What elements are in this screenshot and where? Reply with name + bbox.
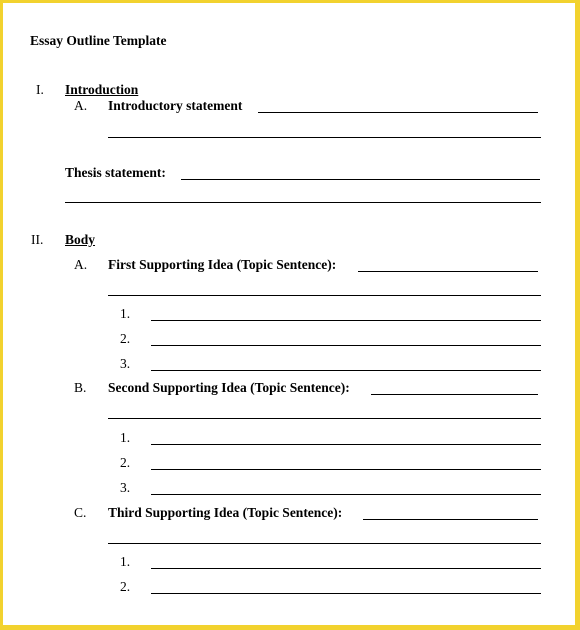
intro-item-letter: A. [74, 98, 88, 113]
idea-letter-b: B. [74, 380, 87, 395]
intro-statement-blank-2 [108, 137, 541, 138]
idea-label-a: First Supporting Idea (Topic Sentence): [108, 257, 337, 272]
idea-blank-a-2 [108, 295, 541, 296]
point-b-2-blank [151, 469, 541, 470]
point-a-1-blank [151, 320, 541, 321]
section-heading-intro: Introduction [65, 82, 139, 97]
point-b-3: 3. [120, 480, 131, 495]
point-c-1-blank [151, 568, 541, 569]
section-numeral-body: II. [31, 232, 44, 247]
idea-label-b: Second Supporting Idea (Topic Sentence): [108, 380, 350, 395]
document-title: Essay Outline Template [30, 33, 167, 48]
thesis-blank [181, 179, 540, 180]
idea-letter-c: C. [74, 505, 87, 520]
point-b-1: 1. [120, 430, 131, 445]
section-heading-body: Body [65, 232, 96, 247]
point-c-1: 1. [120, 554, 131, 569]
intro-statement-blank [258, 112, 538, 113]
point-c-2-blank [151, 593, 541, 594]
document-page [3, 3, 575, 625]
point-a-3: 3. [120, 356, 131, 371]
point-b-3-blank [151, 494, 541, 495]
idea-label-c: Third Supporting Idea (Topic Sentence): [108, 505, 343, 520]
thesis-label: Thesis statement: [65, 165, 166, 180]
point-a-3-blank [151, 370, 541, 371]
idea-blank-c-2 [108, 543, 541, 544]
point-a-2: 2. [120, 331, 131, 346]
idea-letter-a: A. [74, 257, 88, 272]
section-numeral-intro: I. [36, 82, 44, 97]
point-b-2: 2. [120, 455, 131, 470]
thesis-blank-2 [65, 202, 541, 203]
point-a-2-blank [151, 345, 541, 346]
intro-statement-label: Introductory statement [108, 98, 243, 113]
point-a-1: 1. [120, 306, 131, 321]
idea-blank-b-2 [108, 418, 541, 419]
point-b-1-blank [151, 444, 541, 445]
point-c-2: 2. [120, 579, 131, 594]
idea-blank-b [371, 394, 538, 395]
idea-blank-c [363, 519, 538, 520]
idea-blank-a [358, 271, 538, 272]
